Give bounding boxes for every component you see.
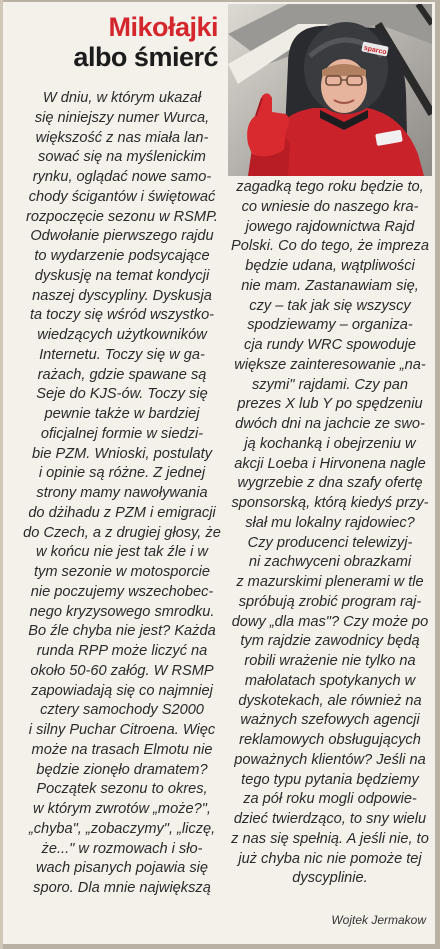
text-line: naszej dyscypliny. Dyskusja: [32, 287, 212, 304]
text-line: za pół roku mogli odpowie-: [243, 791, 417, 808]
text-line: dowy „dla mas"? Czy może po: [231, 613, 429, 630]
author-signature: Wojtek Jermakow: [331, 913, 426, 927]
text-line: W dniu, w którym ukazał: [42, 90, 202, 106]
text-line: chody ścigantów i świętować: [28, 188, 216, 205]
text-line: jowego rajdownictwa Rajd: [245, 218, 415, 235]
text-line: zagadką tego roku będzie to,: [236, 179, 424, 195]
text-line: będzie udana, wątpliwości: [245, 258, 415, 274]
text-line: że..." w rozmowach i sło-: [41, 840, 203, 857]
helmet-logo: sparco: [363, 44, 388, 57]
text-line: i opinie są różne. Z jednej: [38, 465, 206, 482]
text-line: będzie zionęło dramatem?: [36, 761, 208, 778]
text-line: rynku, oglądać nowe samo-: [32, 169, 212, 185]
text-line: dzieć twierdząco, to sny wielu: [233, 811, 427, 827]
text-line: oficjalnej formie w siedzi-: [40, 425, 204, 442]
text-line: reklamowych obsługujących: [239, 732, 421, 748]
text-line: akcji Loeba i Hirvonena nagle: [234, 455, 426, 472]
text-line: Internetu. Toczy się w ga-: [39, 346, 205, 363]
text-line: szymi" rajdami. Czy pan: [251, 376, 409, 393]
text-line: Bo źle chyba nie jest? Każda: [28, 623, 216, 640]
text-line: już chyba nic nie pomoże tej: [238, 850, 422, 867]
text-line: większość z nas miała lan-: [35, 129, 209, 146]
text-line: dwóch dni na jachcie ze swo-: [235, 416, 425, 432]
title-line-1: Mikołajki: [108, 12, 218, 42]
text-line: tym sezonie w motosporcie: [33, 564, 210, 580]
article-column-left: [20, 89, 224, 899]
text-line: z mazurskimi plenerami w tle: [236, 574, 424, 590]
title-line-2: albo śmierć: [73, 42, 218, 72]
text-line: nego kryzysowego smrodku.: [29, 603, 215, 620]
text-line: to wydarzenie podsycające: [34, 248, 210, 264]
text-line: tym rajdzie zawodnicy będą: [240, 633, 420, 650]
driver-photo: [228, 4, 432, 176]
text-line: poważnych klientów? Jeśli na: [234, 751, 426, 768]
text-line: dyskusję na temat kondycji: [34, 267, 210, 284]
text-line: Początek sezonu to okres,: [36, 781, 208, 798]
text-line: Czy producenci telewizyj-: [247, 534, 413, 551]
text-line: ją kochanką i obejrzeniu w: [244, 435, 416, 452]
text-line: sporo. Dla mnie największą: [33, 880, 211, 896]
article-title: [20, 12, 218, 72]
text-line: strony mamy nawoływania: [36, 485, 208, 501]
text-line: większe zainteresowanie „na-: [234, 356, 426, 373]
text-line: sponsorską, którą kiedyś przy-: [231, 495, 429, 511]
text-line: dyscyplinie.: [292, 870, 368, 887]
text-line: bie PZM. Wnioski, postulaty: [31, 445, 213, 462]
text-line: się niniejszy numer Wurca,: [34, 109, 210, 126]
text-line: cja rundy WRC spowoduje: [244, 337, 416, 353]
text-line: ni zachwyceni obrazkami: [248, 554, 412, 571]
driver-photo-illustration: [228, 4, 432, 176]
text-line: z nas się spełnią. A jeśli nie, to: [231, 830, 429, 847]
text-line: „chyba", „zobaczymy", „liczę,: [28, 820, 216, 837]
text-line: prezes X lub Y po spędzeniu: [237, 396, 423, 413]
text-line: Seje do KJS-ów. Toczy się: [36, 386, 208, 403]
text-line: tego typu pytania będziemy: [241, 771, 419, 788]
text-line: i silny Puchar Citroena. Więc: [28, 722, 216, 738]
text-line: nie mam. Zastanawiam się,: [241, 277, 419, 294]
text-line: spodziewamy – organiza-: [247, 317, 413, 334]
text-line: cztery samochody S2000: [40, 702, 204, 719]
text-line: w którym zwrotów „może?",: [33, 801, 211, 817]
text-line: dyskotekach, ale również na: [238, 692, 422, 709]
text-line: może na trasach Elmotu nie: [31, 741, 213, 758]
text-line: rozpoczęcie sezonu w RSMP.: [26, 208, 218, 225]
text-line: do Czech, a z drugiej głosy, że: [23, 524, 221, 541]
text-line: wygrzebie z dna szafy ofertę: [237, 475, 423, 492]
text-line: runda RPP może liczyć na: [36, 643, 208, 659]
text-line: zapowiadają się co najmniej: [31, 682, 213, 699]
text-line: Polski. Co do tego, że impreza: [231, 238, 429, 255]
text-line: wach pisanych pojawia się: [36, 860, 208, 877]
text-line: co wniesie do naszego kra-: [241, 198, 419, 215]
text-line: wiedzących użytkowników: [37, 327, 207, 343]
text-line: nie poczujemy wszechobec-: [30, 583, 214, 600]
text-line: robili wrażenie nie tylko na: [244, 653, 416, 669]
text-line: sować się na myślenickim: [38, 149, 206, 166]
text-line: około 50-60 załóg. W RSMP: [30, 662, 214, 679]
text-line: ważnych szefowych agencji: [240, 712, 420, 729]
text-line: ta toczy się wśród wszystko-: [29, 307, 215, 324]
text-line: spróbują zrobić program raj-: [238, 593, 422, 610]
text-line: w końcu nie jest tak źle i w: [36, 544, 208, 561]
article-column-right: [228, 178, 432, 889]
text-line: rażach, gdzie spawane są: [37, 366, 207, 383]
text-line: czy – tak jak się wszyscy: [249, 297, 411, 314]
text-line: pewnie także w bardziej: [44, 406, 200, 422]
text-line: słał mu lokalny rajdowiec?: [245, 514, 415, 531]
text-line: Odwołanie pierwszego rajdu: [30, 228, 214, 245]
text-line: małolatach spotykanych w: [244, 672, 416, 689]
text-line: do dżihadu z PZM i emigracji: [28, 504, 216, 521]
